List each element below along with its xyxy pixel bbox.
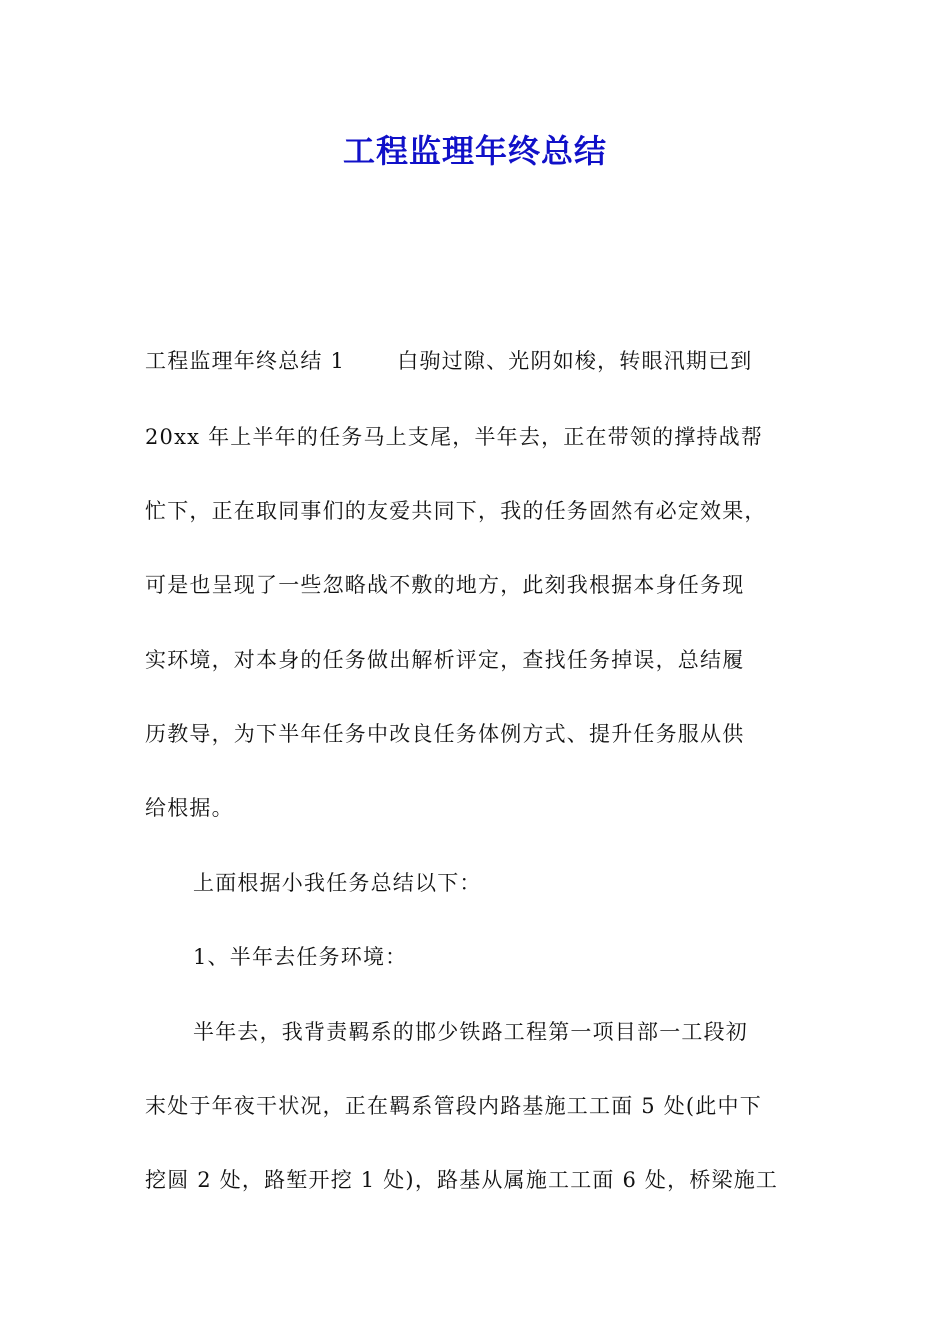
document-title: 工程监理年终总结: [342, 132, 607, 170]
paragraph-line: 实环境，对本身的任务做出解析评定，查找任务掉误，总结履: [145, 648, 745, 672]
paragraph-line: 忙下，正在取同事们的友爱共同下，我的任务固然有必定效果，: [145, 499, 767, 523]
paragraph-line: 上面根据小我任务总结以下：: [193, 871, 482, 895]
paragraph-line: 20xx 年上半年的任务马上支尾，半年去，正在带领的撑持战帮: [145, 425, 764, 449]
paragraph-line: 半年去，我背责羁系的邯少铁路工程第一项目部一工段初: [193, 1020, 748, 1044]
paragraph-line: 历教导，为下半年任务中改良任务体例方式、提升任务服从供: [145, 722, 745, 746]
paragraph-line: 挖圆 2 处，路堑开挖 1 处)，路基从属施工工面 6 处，桥梁施工: [145, 1168, 779, 1192]
section-heading: 1、半年去任务环境：: [193, 945, 408, 969]
paragraph-line: 给根据。: [145, 796, 234, 820]
paragraph-line: 工程监理年终总结 1 白驹过隙、光阴如梭，转眼汛期已到: [145, 349, 753, 373]
paragraph-line: 可是也呈现了一些忽略战不敷的地方，此刻我根据本身任务现: [145, 573, 745, 597]
paragraph-line: 末处于年夜干状况，正在羁系管段内路基施工工面 5 处(此中下: [145, 1094, 762, 1118]
